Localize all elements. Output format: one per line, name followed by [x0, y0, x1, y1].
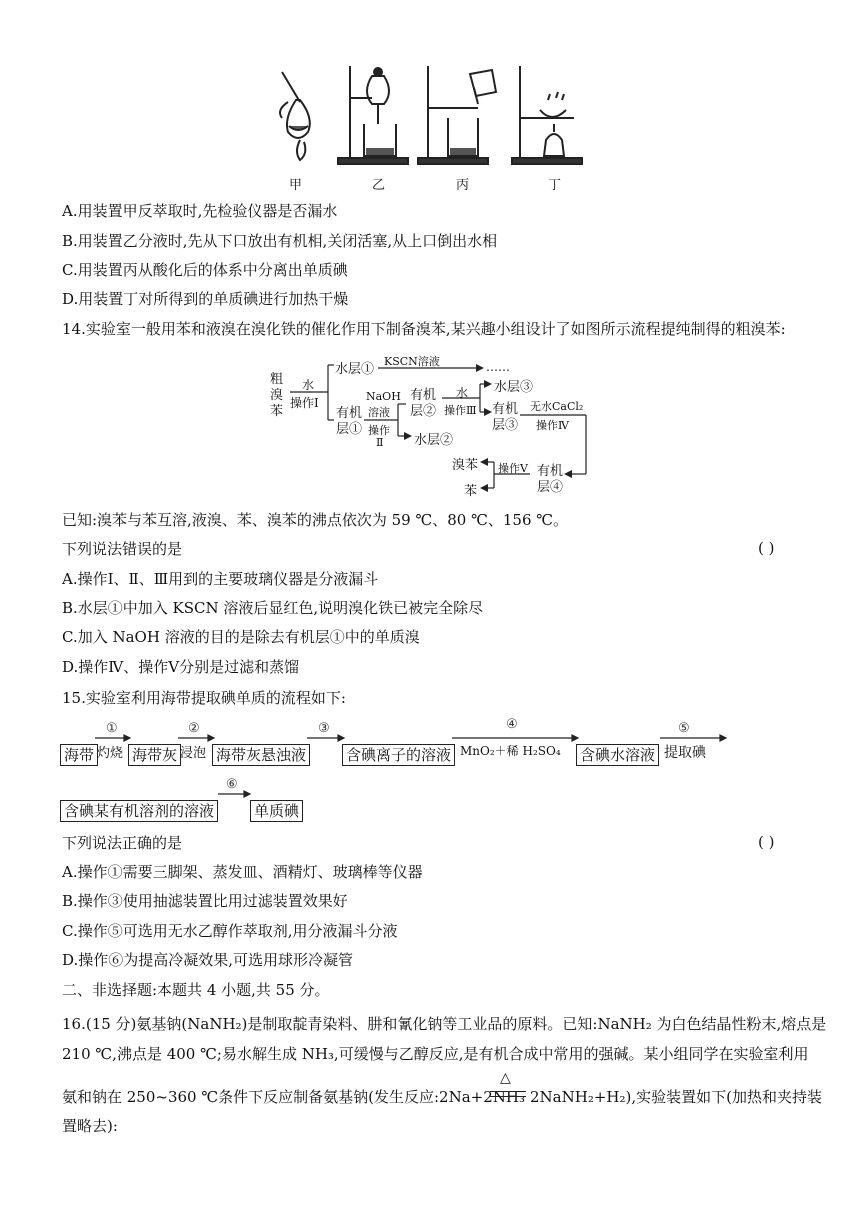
q15-box-haidaihui: 海带灰	[128, 744, 181, 766]
q14-stem: 14.实验室一般用苯和液溴在溴化铁的催化作用下制备溴苯,某兴趣小组设计了如图所示流程提纯制得的粗溴苯:	[62, 320, 786, 338]
q15-step-1: ①	[106, 721, 118, 736]
flow-op1: 操作Ⅰ	[290, 396, 319, 410]
flow-dots: ……	[486, 360, 510, 374]
q15-step-4: ④	[506, 717, 518, 732]
flow-naoh-1: NaOH	[366, 390, 401, 403]
flow-org3-1: 有机	[492, 402, 519, 417]
flow-water2: 水	[456, 386, 469, 400]
q15-step-3: ③	[318, 721, 330, 736]
q15-box-organic-solution: 含碘某有机溶剂的溶液	[60, 800, 218, 822]
q15-ask: 下列说法正确的是	[62, 834, 183, 852]
flow-start-1: 粗	[270, 372, 284, 387]
flow-org4-1: 有机	[537, 464, 564, 479]
q16-line-3b: 2NaNH₂+H₂),实验装置如下(加热和夹持装	[530, 1088, 822, 1106]
flow-org4-2: 层④	[537, 480, 564, 495]
flow-org2-1: 有机	[410, 388, 437, 403]
flow-bromobenzene: 溴苯	[452, 458, 479, 473]
apparatus-label-bing: 丙	[456, 178, 470, 193]
q15-stem: 15.实验室利用海带提取碘单质的流程如下:	[62, 689, 346, 707]
q16-reaction-condition: △	[500, 1070, 511, 1086]
flow-op4: 操作Ⅳ	[536, 419, 569, 432]
q15-step-2: ②	[188, 721, 200, 736]
q15-step-label-1: 灼烧	[97, 746, 124, 761]
apparatus-label-ding: 丁	[548, 178, 562, 193]
q15-step-6: ⑥	[226, 777, 238, 792]
flow-org3-2: 层③	[492, 418, 519, 433]
flow-cacl2: 无水CaCl₂	[530, 400, 584, 413]
flow-org2-2: 层②	[410, 404, 437, 419]
flow-start-2: 溴	[270, 388, 284, 403]
apparatus-label-jia: 甲	[289, 178, 303, 193]
q16-line-4: 置略去):	[62, 1117, 118, 1135]
flow-kscn: KSCN溶液	[384, 355, 440, 368]
q15-option-d: D.操作⑥为提高冷凝效果,可选用球形冷凝管	[62, 951, 354, 969]
flow-org1-2: 层①	[336, 422, 363, 437]
q14-option-d: D.操作Ⅳ、操作Ⅴ分别是过滤和蒸馏	[62, 658, 300, 676]
q16-equals-sign	[490, 1091, 526, 1097]
flow-op3: 操作Ⅲ	[444, 404, 477, 417]
q14-option-c: C.加入 NaOH 溶液的目的是除去有机层①中的单质溴	[62, 628, 420, 646]
q14-known: 已知:溴苯与苯互溶,液溴、苯、溴苯的沸点依次为 59 ℃、80 ℃、156 ℃。	[62, 511, 569, 529]
flow-op2-1: 操作	[368, 424, 390, 437]
q15-box-iodine-water: 含碘水溶液	[576, 744, 659, 766]
q14-ask: 下列说法错误的是	[62, 540, 183, 558]
q16-line-2: 210 ℃,沸点是 400 ℃;易水解生成 NH₃,可缓慢与乙醇反应,是有机合成中常用的强碱。某小组同学在实验室利用	[62, 1045, 809, 1063]
q14-answer-paren: ( )	[758, 539, 775, 557]
q15-option-c: C.操作⑤可选用无水乙醇作萃取剂,用分液漏斗分液	[62, 922, 398, 940]
q13-option-b: B.用装置乙分液时,先从下口放出有机相,关闭活塞,从上口倒出水相	[62, 232, 498, 250]
q15-step-label-4: MnO₂＋稀 H₂SO₄	[460, 744, 561, 758]
q16-line-1: 16.(15 分)氨基钠(NaNH₂)是制取靛青染料、肼和氰化钠等工业品的原料。已知:NaNH₂ 为白色结晶性粉末,熔点是	[62, 1015, 827, 1033]
flow-naoh-2: 溶液	[368, 406, 390, 419]
q15-box-haidai: 海带	[60, 744, 98, 766]
q15-box-suspension: 海带灰悬浊液	[212, 744, 310, 766]
flow-water1: 水	[302, 378, 315, 392]
q15-box-iodide-solution: 含碘离子的溶液	[342, 744, 455, 766]
flow-op2-2: Ⅱ	[376, 436, 384, 449]
q15-option-a: A.操作①需要三脚架、蒸发皿、酒精灯、玻璃棒等仪器	[62, 863, 423, 881]
q14-option-b: B.水层①中加入 KSCN 溶液后显红色,说明溴化铁已被完全除尽	[62, 599, 484, 617]
flow-aq1: 水层①	[335, 362, 375, 377]
flow-start-3: 苯	[270, 404, 284, 419]
section-2-heading: 二、非选择题:本题共 4 小题,共 55 分。	[62, 981, 330, 999]
q13-option-a: A.用装置甲反萃取时,先检验仪器是否漏水	[62, 202, 338, 220]
q13-option-c: C.用装置丙从酸化后的体系中分离出单质碘	[62, 261, 348, 279]
q15-option-b: B.操作③使用抽滤装置比用过滤装置效果好	[62, 892, 348, 910]
q15-box-iodine: 单质碘	[250, 800, 303, 822]
q15-step-label-2: 浸泡	[180, 746, 207, 761]
flow-aq2: 水层②	[414, 433, 454, 448]
q15-step-label-5: 提取碘	[664, 745, 706, 761]
q15-answer-paren: ( )	[758, 833, 775, 851]
q14-option-a: A.操作Ⅰ、Ⅱ、Ⅲ用到的主要玻璃仪器是分液漏斗	[62, 570, 379, 588]
q15-step-5: ⑤	[678, 721, 690, 736]
flow-op5: 操作Ⅴ	[498, 462, 528, 475]
flow-aq3: 水层③	[494, 380, 534, 395]
apparatus-label-yi: 乙	[372, 178, 386, 193]
flow-org1-1: 有机	[336, 406, 363, 421]
flow-benzene: 苯	[464, 484, 478, 499]
q16-line-3a: 氨和钠在 250~360 ℃条件下反应制备氨基钠(发生反应:2Na+2NH₃	[62, 1088, 525, 1106]
q13-option-d: D.用装置丁对所得到的单质碘进行加热干燥	[62, 290, 349, 308]
